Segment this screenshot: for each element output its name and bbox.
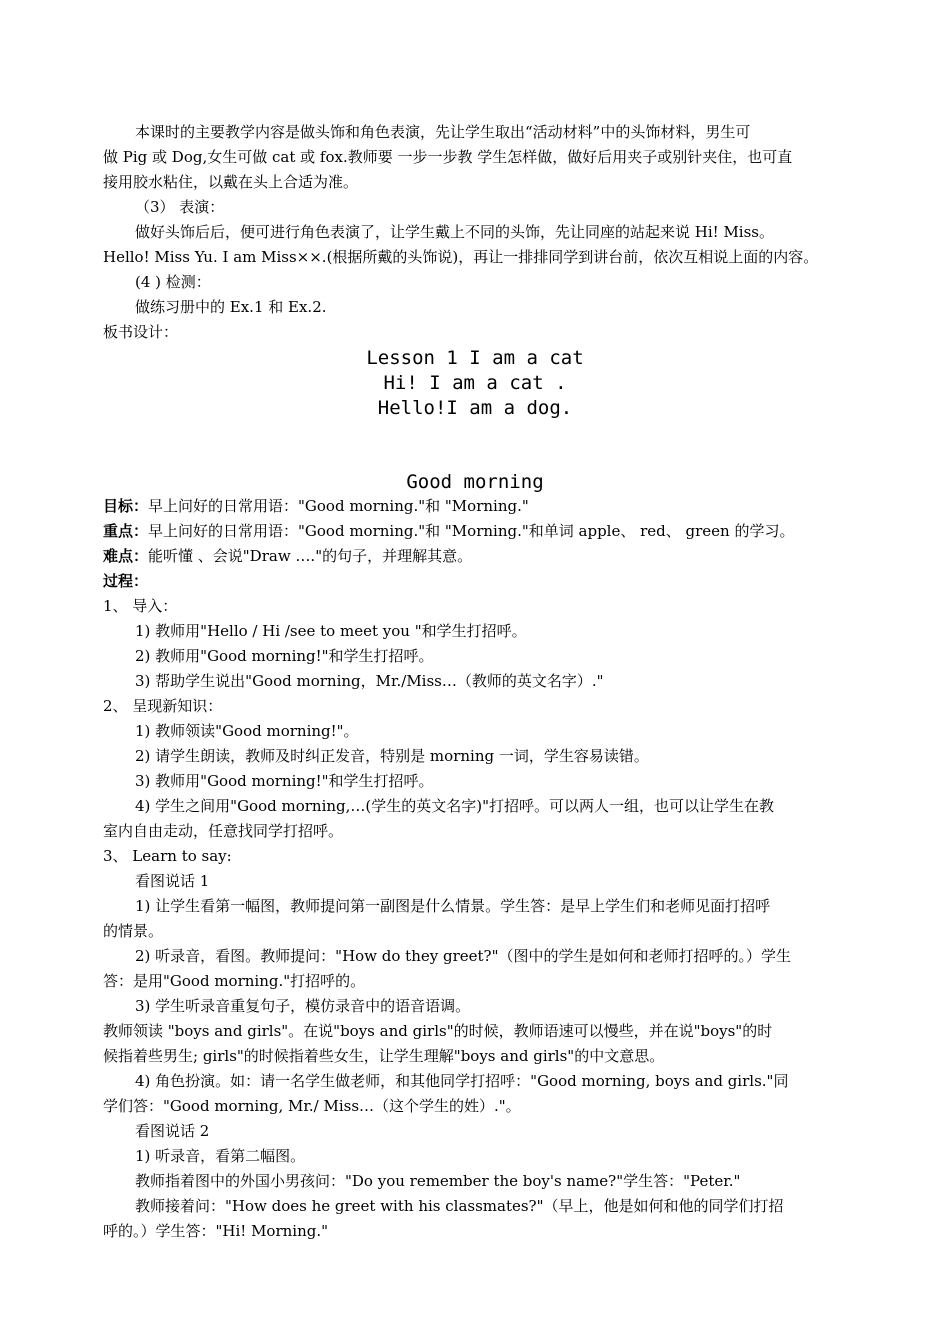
key-points-row (103, 521, 795, 541)
process-line: 1) 听录音，看第二幅图。 (135, 1147, 306, 1165)
process-line: 呼的。）学生答："Hi! Morning." (103, 1222, 329, 1240)
process-line: 2) 听录音，看图。教师提问："How do they greet?"（图中的学生是如何和老师打招呼的。）学生 (135, 947, 791, 965)
difficulty-label: 难点： (103, 547, 149, 565)
board-line-2: Hi! I am a cat . (383, 372, 567, 394)
process-line: 3) 学生听录音重复句子，模仿录音中的语音语调。 (135, 997, 471, 1015)
section-3-line-1: 做好头饰后后，便可进行角色表演了，让学生戴上不同的头饰，先让同座的站起来说 Hi! Miss。 (135, 223, 774, 241)
board-line-1: Lesson 1 I am a cat (366, 347, 584, 369)
process-line: 3) 教师用"Good morning!"和学生打招呼。 (135, 772, 434, 790)
section-3-line-2: Hello! Miss Yu. I am Miss××.(根据所戴的头饰说)，再让一排排同学到讲台前，依次互相说上面的内容。 (103, 248, 819, 266)
process-line: 教师指着图中的外国小男孩问："Do you remember the boy's name?"学生答："Peter." (135, 1172, 741, 1190)
key-points-text: 早上问好的日常用语："Good morning."和 "Morning."和单词 apple、 red、 green 的学习。 (148, 522, 795, 540)
process-line: 2) 教师用"Good morning!"和学生打招呼。 (135, 647, 434, 665)
goal-label: 目标： (103, 497, 149, 515)
process-line: 3、 Learn to say: (103, 847, 232, 865)
process-line: 1、 导入： (103, 597, 178, 615)
process-label-row (103, 571, 148, 591)
process-line: 1) 教师用"Hello / Hi /see to meet you "和学生打招呼。 (135, 622, 527, 640)
process-line: 2) 请学生朗读，教师及时纠正发音，特别是 morning 一词，学生容易读错。 (135, 747, 649, 765)
intro-paragraph-line-1: 本课时的主要教学内容是做头饰和角色表演，先让学生取出“活动材料”中的头饰材料，男生可 (135, 123, 751, 141)
board-line-3: Hello!I am a dog. (377, 397, 573, 419)
process-line: 3) 帮助学生说出"Good morning，Mr./Miss…（教师的英文名字）." (135, 672, 604, 690)
section-4-heading: (4 ) 检测： (135, 273, 211, 291)
process-line: 1) 教师领读"Good morning!"。 (135, 722, 359, 740)
process-line: 1) 让学生看第一幅图，教师提问第一副图是什么情景。学生答：是早上学生们和老师见面打招呼 (135, 897, 771, 915)
section-3-heading: （3） 表演： (135, 198, 225, 216)
board-design-label: 板书设计： (103, 323, 179, 341)
process-line: 室内自由走动，任意找同学打招呼。 (103, 822, 344, 840)
process-line: 学们答："Good morning, Mr./ Miss…（这个学生的姓）."。 (103, 1097, 521, 1115)
process-line: 候指着些男生; girls"的时候指着些女生，让学生理解"boys and girls"的中文意思。 (103, 1047, 665, 1065)
process-line: 教师领读 "boys and girls"。在说"boys and girls"的时候，教师语速可以慢些，并在说"boys"的时 (103, 1022, 773, 1040)
process-label: 过程： (103, 572, 149, 590)
process-line: 答：是用"Good morning."打招呼的。 (103, 972, 366, 990)
process-line: 的情景。 (103, 922, 164, 940)
process-line: 看图说话 2 (135, 1122, 210, 1140)
process-line: 4) 学生之间用"Good morning,…(学生的英文名字)"打招呼。可以两人一组，也可以让学生在教 (135, 797, 774, 815)
process-line: 4) 角色扮演。如：请一名学生做老师，和其他同学打招呼："Good morning, boys and girls."同 (135, 1072, 789, 1090)
goal-row (103, 496, 529, 516)
process-line: 看图说话 1 (135, 872, 210, 890)
key-points-label: 重点： (103, 522, 149, 540)
lesson-title: Good morning (406, 471, 544, 493)
section-4-line-1: 做练习册中的 Ex.1 和 Ex.2. (135, 298, 327, 316)
intro-paragraph-line-2: 做 Pig 或 Dog,女生可做 cat 或 fox.教师要 一步一步教 学生怎样做，做好后用夹子或别针夹住，也可直 (103, 148, 793, 166)
difficulty-text: 能听懂 、会说"Draw …."的句子，并理解其意。 (148, 547, 473, 565)
process-line: 教师接着问："How does he greet with his classmates?"（早上，他是如何和他的同学们打招 (135, 1197, 784, 1215)
process-line: 2、 呈现新知识： (103, 697, 223, 715)
difficulty-row (103, 546, 472, 566)
goal-text: 早上问好的日常用语："Good morning."和 "Morning." (148, 497, 529, 515)
intro-paragraph-line-3: 接用胶水粘住，以戴在头上合适为准。 (103, 173, 359, 191)
